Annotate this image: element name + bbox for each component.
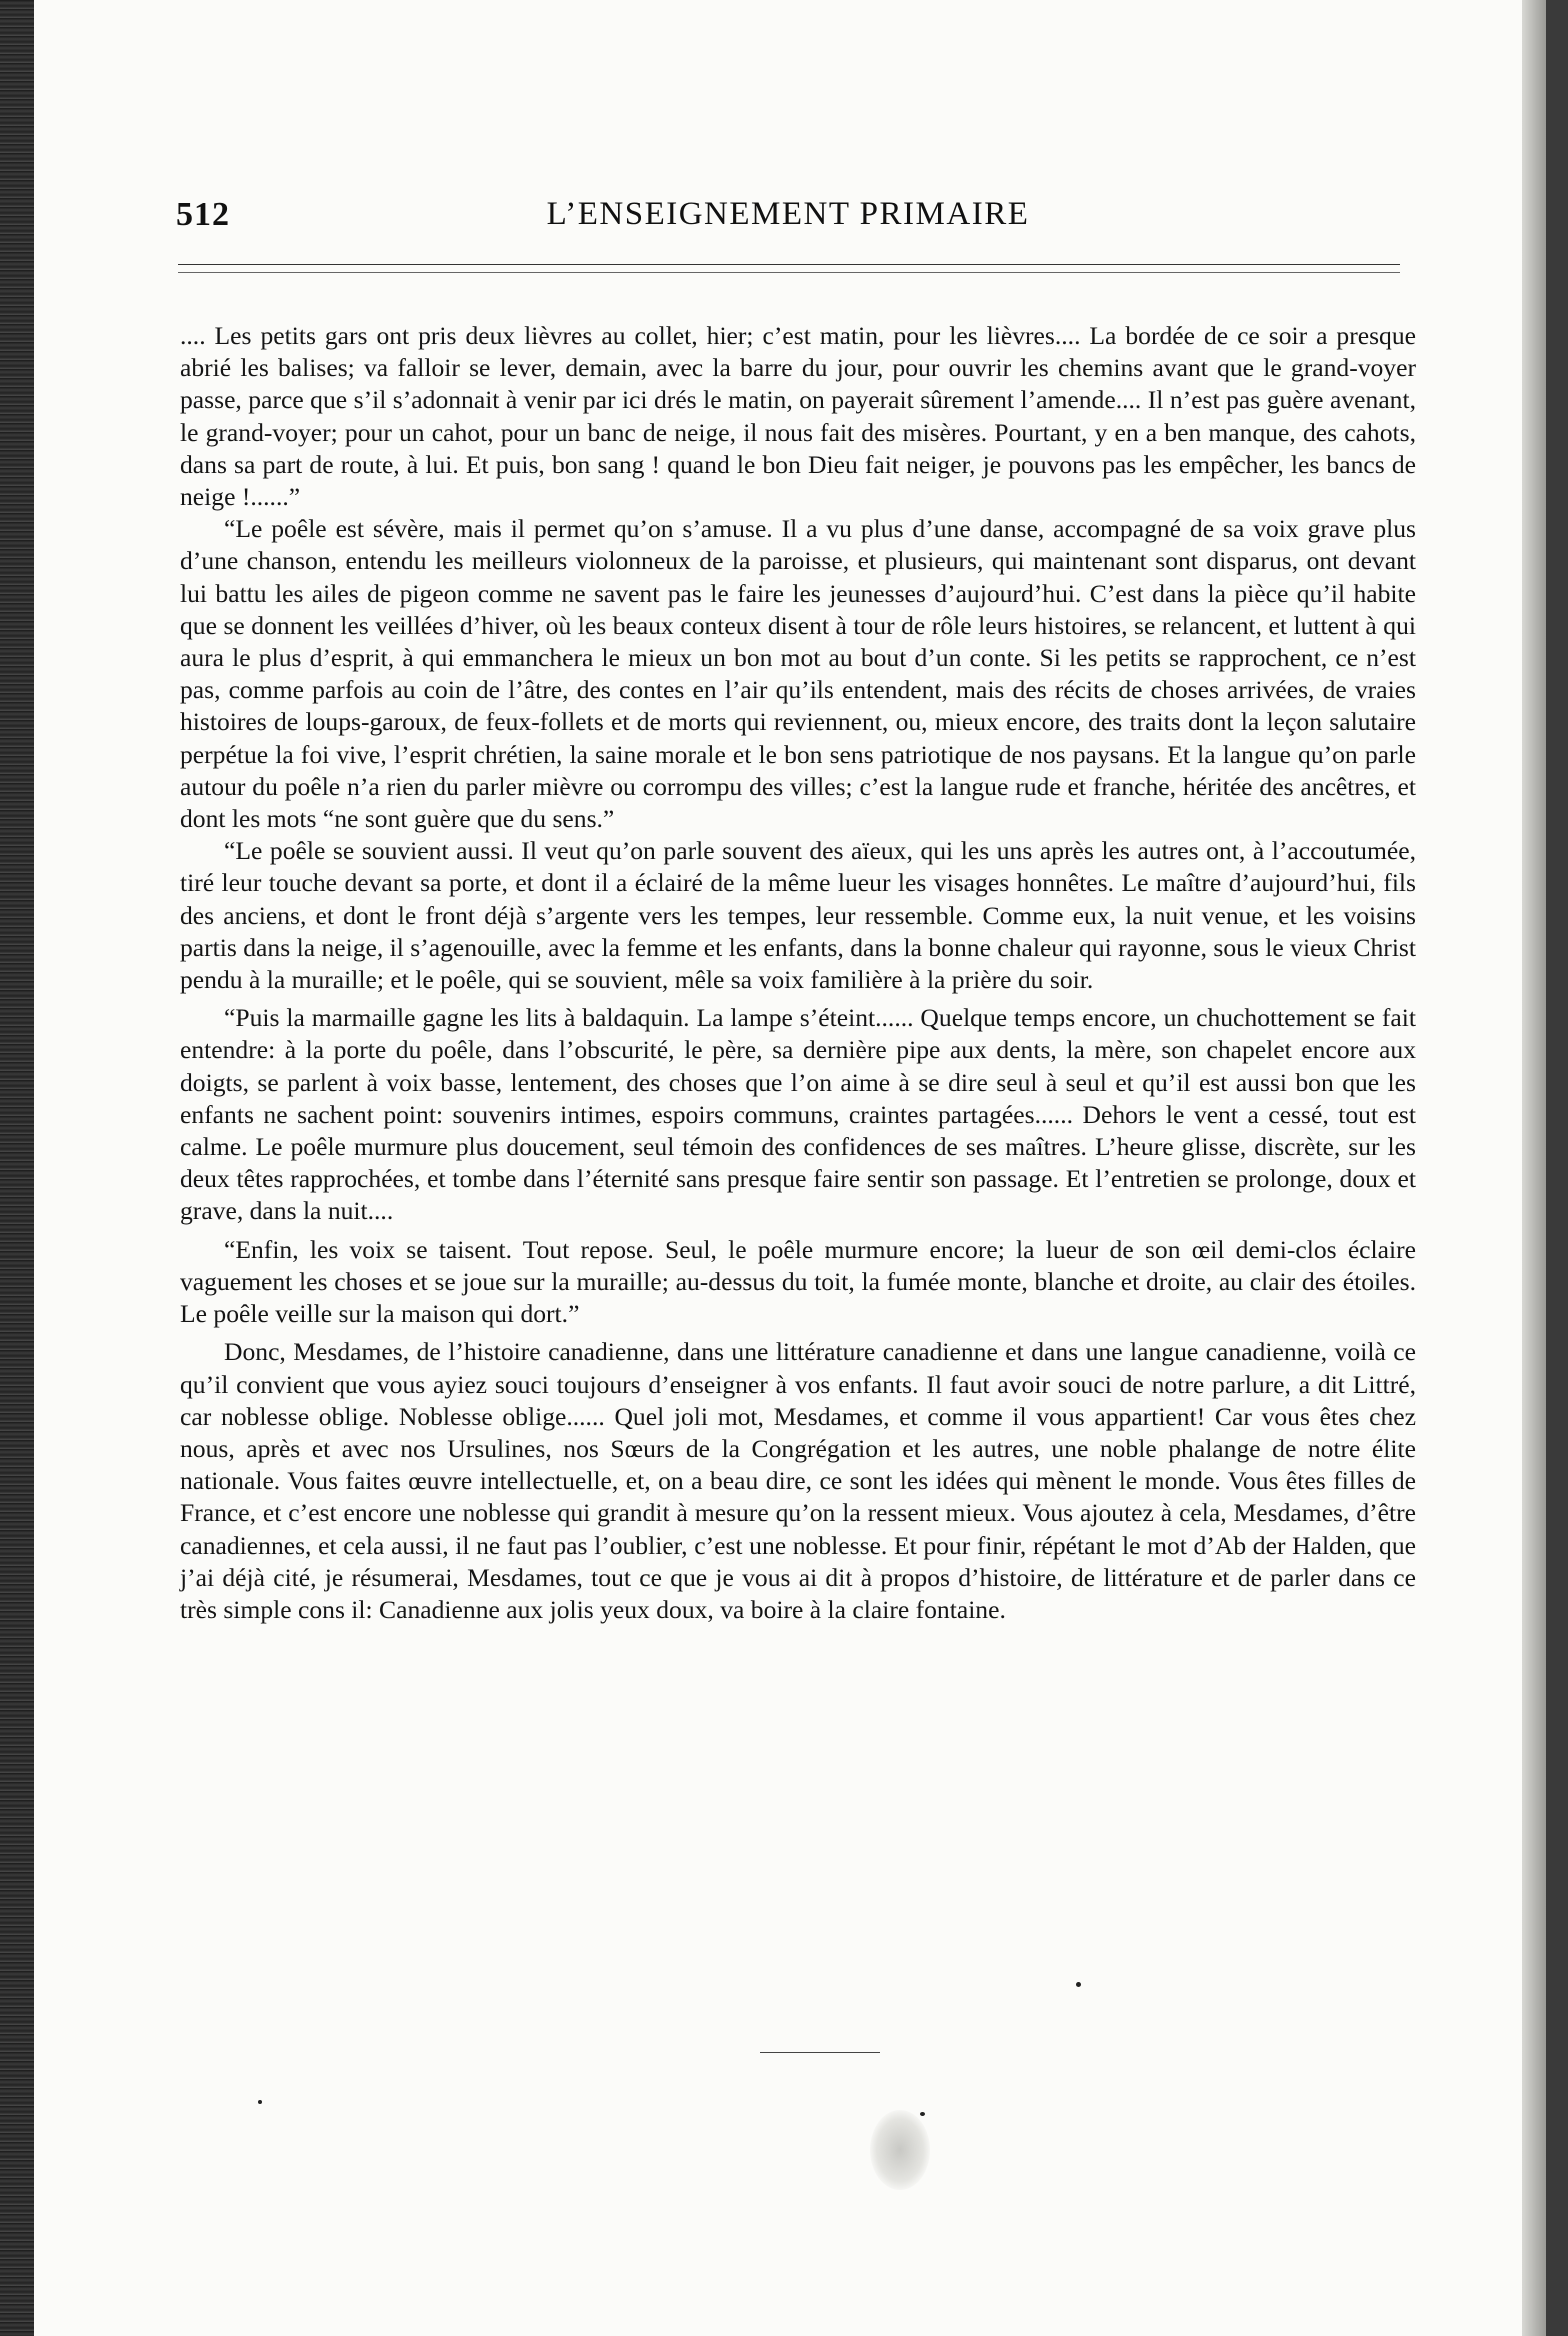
ink-speck [258, 2100, 262, 2104]
page-edge-shadow [1522, 0, 1546, 2336]
end-rule [760, 2052, 880, 2053]
paragraph: “Enfin, les voix se taisent. Tout repose. Seul, le poêle murmure encore; la lueur de son œil demi-clos éclaire vaguement les choses et se joue sur la muraille; au-dessus du toit, la fumée monte, blanche et droite, au clair des étoiles. Le poêle veille sur la maison qui dort.” [180, 1234, 1416, 1329]
paragraph: “Le poêle est sévère, mais il permet qu’on s’amuse. Il a vu plus d’une danse, accompagné de sa voix grave plus d’une chanson, entendu les meilleurs violonneux de la paroisse, et plusieurs, qui maintenant sont disparus, ont devant lui battu les ailes de pigeon comme ne savent pas le faire les jeunesses d’aujourd’hui. C’est dans la pièce qu’il habite que se donnent les veillées d’hiver, où les beaux conteux disent à tour de rôle leurs histoires, se relancent, et luttent à qui aura le plus d’esprit, à qui emmanchera le mieux un bon mot au bout d’un conte. Si les petits se rapprochent, ce n’est pas, comme parfois au coin de l’âtre, des contes en l’air qu’ils entendent, mais des récits de choses arrivées, de vraies histoires de loups-garoux, de feux-follets et de morts qui reviennent, ou, mieux encore, des traits dont la leçon salutaire perpétue la foi vive, l’esprit chrétien, la saine morale et le bon sens patriotique de nos paysans. Et la langue qu’on parle autour du poêle n’a rien du parler mièvre ou corrompu des villes; c’est la langue rude et franche, héritée des ancêtres, et dont les mots “ne sont guère que du sens.” [180, 514, 1416, 834]
header-rule-secondary [178, 272, 1400, 273]
body-text [180, 320, 1416, 1626]
ink-speck [920, 2112, 925, 2116]
paper-blot [870, 2110, 930, 2190]
ink-speck [1076, 1982, 1081, 1987]
paragraph: “Puis la marmaille gagne les lits à baldaquin. La lampe s’éteint...... Quelque temps encore, un chuchottement se fait entendre: à la porte du poêle, dans l’obscurité, le père, sa dernière pipe aux dents, la mère, son chapelet encore aux doigts, se parlent à voix basse, lentement, des choses que l’on aime à se dire seul à seul et qu’il est aussi bon que les enfants ne sachent point: souvenirs intimes, espoirs communs, craintes partagées...... Dehors le vent a cessé, tout est calme. Le poêle murmure plus doucement, seul témoin des confidences de ses maîtres. L’heure glisse, discrète, sur les deux têtes rapprochées, et tombe dans l’éternité sans presque faire sentir son passage. Et l’entretien se prolonge, doux et grave, dans la nuit.... [180, 1003, 1416, 1226]
scan-edge-left [0, 0, 34, 2336]
paragraph: Donc, Mesdames, de l’histoire canadienne, dans une littérature canadienne et dans une langue canadienne, voilà ce qu’il convient que vous ayiez souci toujours d’enseigner à vos enfants. Il faut avoir souci de notre parlure, a dit Littré, car noblesse oblige. Noblesse oblige...... Quel joli mot, Mesdames, et comme il vous appartient! Car vous êtes chez nous, après et avec nos Ursulines, nos Sœurs de la Congrégation et les autres, une noble phalange de notre élite nationale. Vous faites œuvre intellectuelle, et, on a beau dire, ce sont les idées qui mènent le monde. Vous êtes filles de France, et c’est encore une noblesse qui grandit à mesure qu’on la ressent mieux. Vous ajoutez à cela, Mesdames, d’être canadiennes, et cela aussi, il ne faut pas l’oublier, c’est une noblesse. Et pour finir, répétant le mot d’Ab der Halden, que j’ai déjà cité, je résumerai, Mesdames, tout ce que je vous ai dit à propos d’histoire, de littérature et de parler dans ce très simple cons il: Canadienne aux jolis yeux doux, va boire à la claire fontaine. [180, 1337, 1416, 1624]
paragraph: “Le poêle se souvient aussi. Il veut qu’on parle souvent des aïeux, qui les uns après les autres ont, à l’accoutumée, tiré leur touche devant sa porte, et dont il a éclairé de la même lueur les visages honnêtes. Le maître d’aujourd’hui, fils des anciens, et dont le front déjà s’argente vers les tempes, leur ressemble. Comme eux, la nuit venue, et les voisins partis dans la neige, il s’agenouille, avec la femme et les enfants, dans la bonne chaleur qui rayonne, sous le vieux Christ pendu à la muraille; et le poêle, qui se souvient, mêle sa voix familière à la prière du soir. [180, 836, 1416, 995]
running-title: L’ENSEIGNEMENT PRIMAIRE [546, 196, 1030, 232]
scan-edge-right [1546, 0, 1568, 2336]
running-header [176, 196, 1400, 246]
paragraph: .... Les petits gars ont pris deux lièvres au collet, hier; c’est matin, pour les lièvres.... La bordée de ce soir a presque abrié les balises; va falloir se lever, demain, avec la barre du jour, pour ouvrir les chemins avant que le grand-voyer passe, parce que s’il s’adonnait à venir par ici drés le matin, on payerait sûrement l’amende.... Il n’est pas guère avenant, le grand-voyer; pour un cahot, pour un banc de neige, il nous fait des misères. Pourtant, y en a ben manque, des cahots, dans sa part de route, à lui. Et puis, bon sang ! quand le bon Dieu fait neiger, je pouvons pas les empêcher, les bancs de neige !......” [180, 321, 1416, 512]
header-rule [178, 264, 1400, 265]
page-number: 512 [176, 196, 230, 233]
